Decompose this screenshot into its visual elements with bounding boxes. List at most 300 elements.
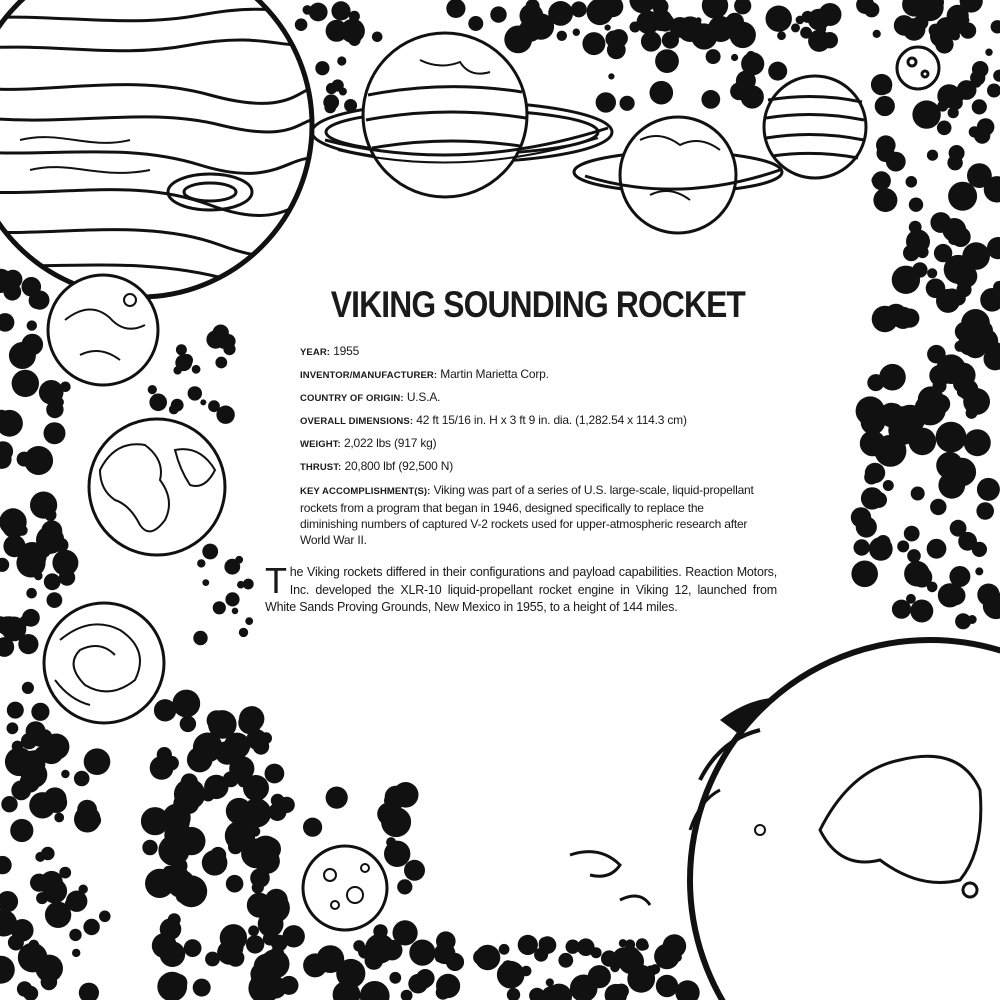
bubble (947, 155, 962, 170)
bubble (933, 379, 947, 393)
page-title: VIKING SOUNDING ROCKET (330, 284, 746, 325)
bubble (446, 0, 465, 18)
bubble (934, 244, 952, 262)
bubble (906, 176, 918, 188)
bubble (967, 163, 992, 188)
bubble (324, 102, 336, 114)
bubble (237, 581, 245, 589)
bubble (974, 128, 990, 144)
bubble (504, 26, 532, 54)
bubble (266, 905, 281, 920)
bubble (202, 544, 218, 560)
bubble (169, 405, 179, 415)
bubble (909, 198, 923, 212)
bubble (655, 49, 679, 73)
bubble (973, 329, 998, 354)
striped-planet-top-left (0, 0, 320, 297)
bubble (907, 549, 921, 563)
spec-value: 2,022 lbs (917 kg) (343, 436, 437, 450)
bubble (906, 594, 916, 604)
bubble (468, 16, 483, 31)
bubble (930, 499, 946, 515)
bubble (54, 813, 64, 823)
bubble (656, 975, 678, 997)
bubble (254, 848, 280, 874)
spec-weight (300, 436, 754, 452)
bubble (202, 579, 209, 586)
bubble (937, 121, 952, 136)
spec-value: Viking was part of a series of U.S. large-scale, liquid-propellant rockets from a program that began in 1946, designed specifically to replace the diminishing numbers of captured V-2 rockets used for upper-atmospheric research after World War II. (300, 483, 754, 547)
bubble (254, 954, 280, 980)
bubble (33, 498, 52, 517)
bubble (17, 452, 32, 467)
spec-value: 1955 (333, 344, 360, 358)
bubble (991, 20, 1000, 33)
bubble (663, 934, 687, 958)
bubble (246, 935, 264, 953)
bubble (389, 972, 401, 984)
bubble (858, 571, 866, 579)
bubble (197, 559, 205, 567)
bubble (883, 480, 894, 491)
bubble (819, 3, 842, 26)
bubble (215, 357, 227, 369)
bubble (216, 406, 234, 424)
bubble (397, 879, 412, 894)
spec-label: THRUST: (300, 462, 342, 473)
bubble (74, 771, 90, 787)
bubble (84, 748, 111, 775)
bubble (142, 840, 157, 855)
bubble (246, 729, 267, 750)
bubble (145, 869, 174, 898)
bubble (872, 171, 891, 190)
bubble (802, 11, 814, 23)
bubble (3, 283, 21, 301)
bubble (582, 32, 605, 55)
bubble (473, 949, 489, 965)
bubble (46, 401, 63, 418)
bubble (227, 949, 245, 967)
bubble (872, 306, 898, 332)
bubble (39, 380, 64, 405)
bubble (620, 96, 635, 111)
bubble (927, 582, 938, 593)
bubble (926, 279, 946, 299)
bubble (497, 961, 525, 989)
bubble (391, 797, 403, 809)
bubble (29, 792, 55, 818)
bubble (265, 764, 285, 784)
bubble (150, 756, 174, 780)
bubble (985, 484, 998, 497)
bubble (573, 29, 580, 36)
bubble (987, 84, 1000, 98)
bubble (225, 821, 255, 851)
bubble (730, 82, 748, 100)
bubble (662, 31, 679, 48)
bubble (213, 601, 226, 614)
bubble (906, 230, 930, 254)
bubble (326, 83, 337, 94)
bubble (2, 514, 26, 538)
bubble (79, 983, 99, 1000)
bubble (490, 6, 506, 22)
bubble (360, 981, 390, 1000)
bubble (47, 592, 63, 608)
bubble (164, 822, 191, 849)
bubble (520, 4, 544, 28)
bubble (174, 779, 205, 810)
bubble (226, 875, 244, 893)
bubble (271, 935, 288, 952)
bubble (596, 92, 616, 112)
bubble (326, 787, 348, 809)
bubble (309, 3, 328, 22)
bubble (184, 939, 202, 957)
bubble (726, 13, 744, 31)
bubble (608, 73, 614, 79)
bubble (871, 74, 892, 95)
bubble (330, 948, 340, 958)
bubble (404, 860, 425, 881)
moon-left-1 (48, 275, 158, 385)
bubble (873, 30, 881, 38)
spec-list (300, 344, 754, 555)
bubble (618, 949, 644, 975)
bubble (507, 988, 520, 1000)
bubble (877, 144, 895, 162)
bubble (630, 22, 641, 33)
bubble (747, 90, 763, 106)
bubble (74, 806, 101, 833)
bubble (873, 188, 897, 212)
bubble (238, 776, 249, 787)
spec-thrust (300, 459, 754, 475)
bubble (640, 941, 649, 950)
bubble (865, 463, 885, 483)
bubble (435, 953, 445, 963)
bubble (175, 354, 192, 371)
bubble (949, 16, 967, 34)
bubble (566, 940, 580, 954)
bubble (869, 537, 893, 561)
bubble (200, 399, 206, 405)
earth-planet (89, 419, 225, 555)
bubble (605, 25, 611, 31)
bubble (225, 592, 239, 606)
bubble (958, 532, 977, 551)
bubble (529, 988, 545, 1000)
bubble (975, 394, 990, 409)
bubble (957, 387, 967, 397)
bubble (27, 320, 37, 330)
bubble (820, 26, 827, 33)
bubble (204, 775, 228, 799)
bubble (65, 898, 76, 909)
bubble (518, 935, 538, 955)
bubble (822, 32, 838, 48)
bubble (955, 613, 971, 629)
bubble (373, 924, 387, 938)
bubble (942, 289, 962, 309)
bubble (341, 19, 365, 43)
bubble (701, 90, 720, 109)
bubble (777, 31, 786, 40)
spec-label: COUNTRY OF ORIGIN: (300, 393, 404, 404)
bubble (232, 608, 239, 615)
bubble (436, 985, 451, 1000)
spec-label: WEIGHT: (300, 439, 341, 450)
spec-label: INVENTOR/MANUFACTURER: (300, 370, 438, 381)
spec-label: OVERALL DIMENSIONS: (300, 416, 414, 427)
spec-manufacturer (300, 367, 754, 383)
bubble (927, 268, 937, 278)
bubble (61, 770, 69, 778)
bubble (239, 706, 264, 731)
small-ringed-planet (574, 117, 782, 233)
bubble (353, 940, 365, 952)
bubble (892, 266, 920, 294)
bubble (6, 722, 18, 734)
bubble (10, 819, 33, 842)
bubble (176, 344, 187, 355)
bubble (976, 502, 994, 520)
bubble (904, 526, 920, 542)
bubble (172, 690, 200, 718)
bubble (436, 931, 456, 951)
bubble (193, 979, 211, 997)
bubble (607, 40, 626, 59)
bubble (0, 891, 18, 912)
bubble (303, 818, 322, 837)
bubble (936, 422, 967, 453)
bubble (41, 974, 58, 991)
spec-value: U.S.A. (406, 390, 441, 404)
bubble (386, 837, 396, 847)
bubble (59, 867, 71, 879)
bubble (369, 950, 385, 966)
bubble (949, 96, 963, 110)
bubble (0, 956, 15, 984)
bubble (0, 558, 9, 572)
bubble (880, 371, 897, 388)
bubble (875, 96, 895, 116)
bubble (41, 520, 62, 541)
spec-label: KEY ACCOMPLISHMENT(S): (300, 486, 431, 497)
bubble (768, 62, 787, 81)
bubble (69, 929, 81, 941)
bubble (193, 631, 207, 645)
bubble (975, 567, 983, 575)
bubble (36, 892, 48, 904)
spec-value: 42 ft 15/16 in. H x 3 ft 9 in. dia. (1,282.54 x 114.3 cm) (416, 413, 687, 427)
bubble (885, 403, 902, 420)
bubble (169, 974, 187, 992)
bubble (168, 913, 181, 926)
bubble (416, 973, 432, 989)
bubble (571, 1, 587, 17)
bubble (966, 407, 978, 419)
bubble (409, 940, 435, 966)
bubble (731, 54, 738, 61)
bubble (60, 382, 71, 393)
bubble (207, 710, 227, 730)
bubble (315, 61, 329, 75)
bubble (931, 394, 951, 414)
bubble (1, 796, 17, 812)
bubble (0, 410, 23, 437)
bubble (791, 23, 800, 32)
bubble (31, 729, 49, 747)
bubble (951, 363, 976, 388)
bubble (675, 980, 699, 1000)
bubble (851, 507, 871, 527)
bubble (337, 56, 346, 65)
bubble (235, 556, 243, 564)
spec-dimensions (300, 413, 754, 429)
bubble (9, 342, 36, 369)
bubble (149, 394, 167, 412)
bubble (30, 874, 48, 892)
bubble (44, 573, 61, 590)
body-paragraph (265, 560, 777, 617)
bubble (591, 947, 602, 958)
bubble (26, 588, 37, 599)
bubble (903, 18, 926, 41)
spec-label: YEAR: (300, 347, 331, 358)
bubble (972, 99, 987, 114)
bubble (641, 31, 661, 51)
bubble (245, 617, 253, 625)
bubble (912, 100, 940, 128)
bubble (656, 13, 674, 31)
bubble (44, 422, 66, 444)
bubble (18, 542, 47, 571)
bubble (188, 386, 202, 400)
bubble (52, 550, 78, 576)
spec-value: Martin Marietta Corp. (440, 367, 549, 381)
bubble (180, 716, 196, 732)
bubble (372, 32, 383, 43)
bubble (331, 1, 350, 20)
bubble (141, 807, 169, 835)
bubble (861, 487, 883, 509)
bubble (985, 49, 992, 56)
bubble (854, 539, 870, 555)
bubble (152, 933, 177, 958)
bubble (610, 963, 620, 973)
bubble (766, 6, 792, 32)
bubble (938, 472, 965, 499)
bubble (954, 264, 978, 288)
bubble (558, 953, 573, 968)
bubble (993, 70, 1000, 82)
bubble (0, 313, 14, 332)
spec-country (300, 390, 754, 406)
bubble (31, 703, 49, 721)
bubble (910, 600, 933, 623)
bubble (640, 16, 654, 30)
bubble (706, 49, 721, 64)
bubble (734, 0, 751, 14)
cratered-moon (303, 846, 387, 930)
bubble (695, 17, 701, 23)
bubble (401, 990, 413, 1000)
bubble (192, 365, 201, 374)
bubble (650, 81, 674, 105)
tiny-moon (897, 47, 939, 89)
bubble (34, 572, 43, 581)
bubble (295, 18, 308, 31)
bubble (99, 911, 111, 923)
bubble (860, 431, 886, 457)
bubble (382, 940, 403, 961)
bubble (938, 583, 962, 607)
body-text: he Viking rockets differed in their configurations and payload capabilities. Reaction Motors, Inc. developed the XLR-10 liquid-propellant rocket engine in Viking 12, launched from White Sands Proving Grounds, New Mexico in 1955, to a height of 144 miles. (265, 565, 777, 614)
bubble (7, 702, 24, 719)
bubble (226, 798, 252, 824)
bubble (148, 385, 157, 394)
bubble (220, 924, 247, 951)
bubble (702, 0, 728, 19)
bubble (800, 27, 812, 39)
bubble (8, 935, 24, 951)
bubble (83, 919, 99, 935)
drop-cap: T (265, 560, 287, 601)
bubble (614, 984, 629, 999)
bubble (239, 628, 248, 637)
bubble (210, 847, 226, 863)
bubble (964, 429, 991, 456)
bubble (927, 150, 938, 161)
banded-planet-top-right (764, 76, 866, 178)
bubble (900, 309, 919, 328)
bubble (446, 953, 464, 971)
bubble (499, 944, 510, 955)
bubble (746, 51, 755, 60)
bubble (986, 592, 997, 603)
bubble (12, 370, 39, 397)
bubble (897, 540, 909, 552)
ringed-planet-center (312, 33, 612, 197)
bubble (557, 31, 567, 41)
bubble (280, 976, 299, 995)
bubble (248, 925, 259, 936)
bubble (224, 733, 250, 759)
bubble (187, 747, 213, 773)
bubble (650, 964, 660, 974)
bubble (221, 334, 236, 349)
bubble (303, 953, 327, 977)
spec-year (300, 344, 754, 360)
bubble (279, 797, 295, 813)
bubble (619, 939, 627, 947)
bubble (0, 856, 12, 874)
bubble (951, 227, 971, 247)
bubble (72, 949, 80, 957)
bubble (22, 682, 34, 694)
swirl-planet (44, 603, 164, 723)
spec-key-accomplishment (300, 482, 754, 548)
bubble (20, 772, 40, 792)
bubble (911, 487, 925, 501)
spec-value: 20,800 lbf (92,500 N) (344, 459, 454, 473)
bubble (41, 847, 55, 861)
bubble (30, 291, 49, 310)
bubble (970, 70, 985, 85)
bubble (927, 539, 947, 559)
